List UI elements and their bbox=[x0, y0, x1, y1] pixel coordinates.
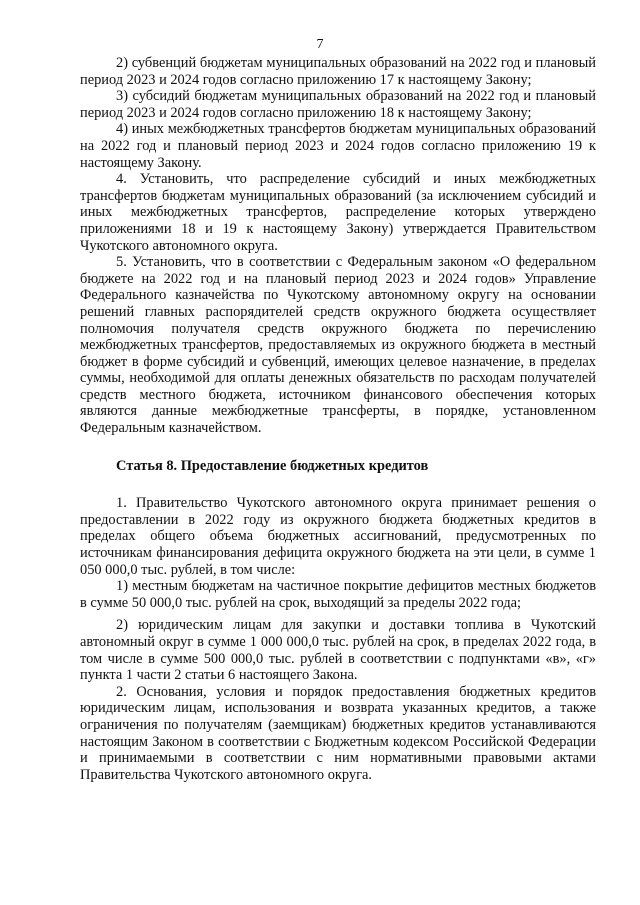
article-heading: Статья 8. Предоставление бюджетных кредитов bbox=[116, 457, 429, 474]
paragraph-legal-entities: 2) юридическим лицам для закупки и доставки топлива в Чукотский автономный округ в сумме 1 000 000,0 тыс. рублей на срок, в пределах 2022 года, в том числе в сумме 500 000,0 тыс. рублей в соответствии с подпунктами «в», «г» пункта 1 части 2 статьи 6 настоящего Закона. bbox=[80, 617, 596, 684]
paragraph-item-4: 4. Установить, что распределение субсидий и иных межбюджетных трансфертов бюджетам муниципальных образований (за исключением субсидий и иных межбюджетных трансфертов, распределение которых утверждено приложениями 18 и 19 к настоящему Закону) утверждается Правительством Чукотского автономного округа. bbox=[80, 171, 596, 254]
paragraph-local-budgets: 1) местным бюджетам на частичное покрытие дефицитов местных бюджетов в сумме 50 000,0 тыс. рублей на срок, выходящий за пределы 2022 года; bbox=[80, 578, 596, 611]
page-number: 7 bbox=[316, 37, 324, 52]
paragraph-subsidies: 3) субсидий бюджетам муниципальных образований на 2022 год и плановый период 2023 и 2024 годов согласно приложению 18 к настоящему Закону; bbox=[80, 88, 596, 121]
document-body bbox=[80, 55, 596, 783]
paragraph-other-transfers: 4) иных межбюджетных трансфертов бюджетам муниципальных образований на 2022 год и плановый период 2023 и 2024 годов согласно приложению 19 к настоящему Закону. bbox=[80, 121, 596, 171]
paragraph-article-item-2: 2. Основания, условия и порядок предоставления бюджетных кредитов юридическим лицам, использования и возврата указанных кредитов, а также ограничения по получателям (заемщикам) бюджетных кредитов устанавливаются настоящим Законом в соответствии с Бюджетным кодексом Российской Федерации и принимаемыми в соответствии с ним нормативными правовыми актами Правительства Чукотского автономного округа. bbox=[80, 683, 596, 783]
paragraph-item-5: 5. Установить, что в соответствии с Федеральным законом «О федеральном бюджете на 2022 год и на плановый период 2023 и 2024 годов» Управление Федерального казначейства по Чукотскому автономному округу на основании решений главных распорядителей средств окружного бюджета осуществляет полномочия получателя средств окружного бюджета по перечислению межбюджетных трансфертов, предоставляемых из окружного бюджета в местный бюджет в форме субсидий и субвенций, имеющих целевое назначение, в пределах суммы, необходимой для оплаты денежных обязательств по расходам получателей средств местного бюджета, источником финансового обеспечения которых являются данные межбюджетные трансферты, в порядке, установленном Федеральным казначейством. bbox=[80, 254, 596, 437]
paragraph-article-item-1: 1. Правительство Чукотского автономного округа принимает решения о предоставлении в 2022 году из окружного бюджета бюджетных кредитов в пределах общего объема бюджетных ассигнований, предусмотренных по источникам финансирования дефицита окружного бюджета на эти цели, в сумме 1 050 000,0 тыс. рублей, в том числе: bbox=[80, 495, 596, 578]
paragraph-subventions: 2) субвенций бюджетам муниципальных образований на 2022 год и плановый период 2023 и 2024 годов согласно приложению 17 к настоящему Закону; bbox=[80, 55, 596, 88]
